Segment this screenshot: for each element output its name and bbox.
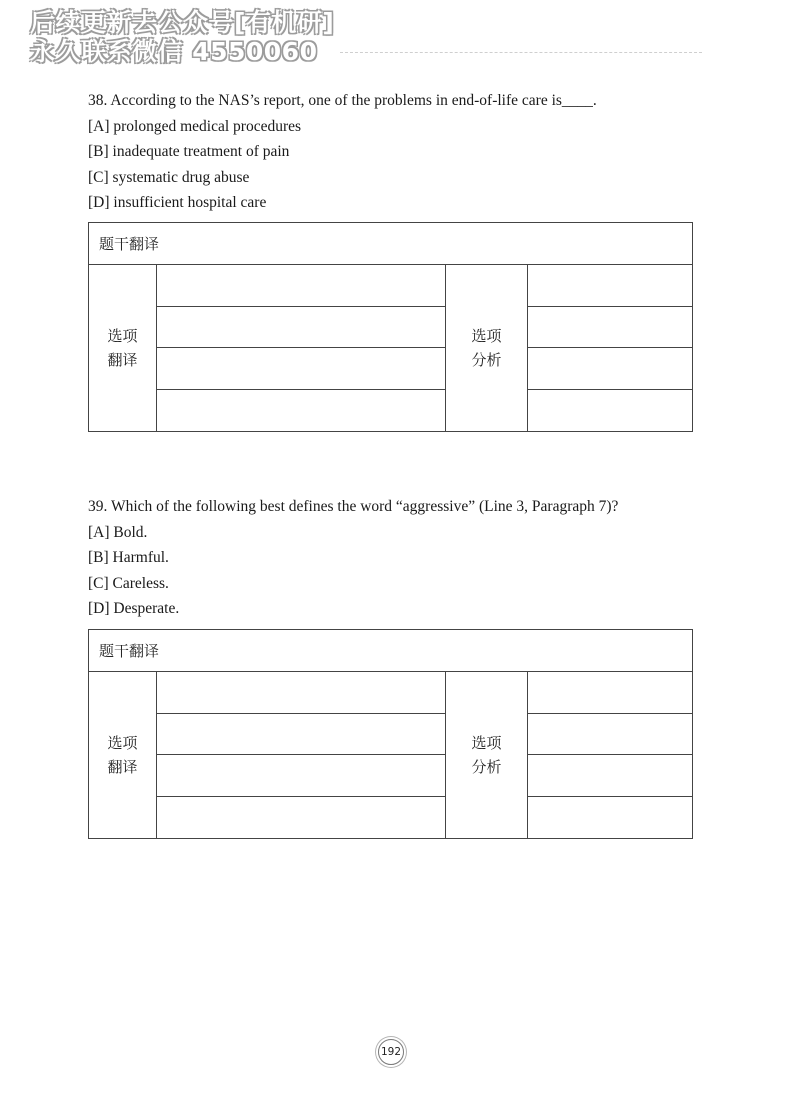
translation-cell[interactable] (157, 390, 445, 432)
option-translation-label (89, 672, 157, 838)
option-translation-label-line1: 选项 (107, 734, 138, 752)
watermark-line-2: 永久联系微信 4550060 (30, 37, 318, 66)
analysis-cell[interactable] (528, 797, 692, 839)
option-b: [B] Harmful. (88, 549, 169, 566)
analysis-cell[interactable] (528, 307, 692, 349)
stem-translation-label: 题干翻译 (99, 642, 160, 660)
option-c: [C] Careless. (88, 574, 169, 592)
option-analysis-label-line2: 分析 (471, 351, 502, 369)
translation-cell[interactable] (157, 672, 445, 714)
option-translation-label-line2: 翻译 (107, 758, 138, 776)
question-38 (88, 88, 708, 216)
translation-cell[interactable] (157, 348, 445, 390)
option-d: [D] Desperate. (88, 600, 180, 617)
analysis-cell[interactable] (528, 265, 692, 307)
option-translation-cells (157, 265, 445, 431)
option-analysis-label (445, 672, 528, 838)
option-analysis-cells (528, 672, 692, 838)
translation-cell[interactable] (157, 755, 445, 797)
answer-grid-38 (88, 222, 693, 432)
stem-translation-row[interactable] (89, 223, 692, 265)
watermark-line-1: 后续更新去公众号[有机研] (30, 8, 335, 37)
stem-translation-label: 题干翻译 (99, 235, 160, 253)
translation-cell[interactable] (157, 265, 445, 307)
analysis-cell[interactable] (528, 672, 692, 714)
option-analysis-cells (528, 265, 692, 431)
option-c: [C] systematic drug abuse (88, 168, 250, 186)
analysis-cell[interactable] (528, 714, 692, 756)
option-translation-label (89, 265, 157, 431)
option-translation-label-line2: 翻译 (107, 351, 138, 369)
option-analysis-label (445, 265, 528, 431)
stem-translation-row[interactable] (89, 630, 692, 672)
option-d: [D] insufficient hospital care (88, 194, 267, 211)
question-stem: 38. According to the NAS’s report, one of the problems in end-of-life care is____. (88, 92, 597, 109)
analysis-cell[interactable] (528, 390, 692, 432)
watermark (30, 8, 334, 66)
option-analysis-label-line1: 选项 (471, 734, 502, 752)
answer-grid-39 (88, 629, 693, 839)
translation-cell[interactable] (157, 797, 445, 839)
translation-cell[interactable] (157, 714, 445, 756)
option-translation-cells (157, 672, 445, 838)
header-rule (340, 52, 702, 53)
option-analysis-label-line1: 选项 (471, 327, 502, 345)
option-b: [B] inadequate treatment of pain (88, 143, 290, 160)
option-a: [A] Bold. (88, 523, 148, 541)
option-a: [A] prolonged medical procedures (88, 117, 302, 135)
translation-cell[interactable] (157, 307, 445, 349)
page-number: 192 (378, 1039, 404, 1065)
option-analysis-label-line2: 分析 (471, 758, 502, 776)
question-39 (88, 494, 708, 622)
analysis-cell[interactable] (528, 755, 692, 797)
analysis-cell[interactable] (528, 348, 692, 390)
option-translation-label-line1: 选项 (107, 327, 138, 345)
question-stem: 39. Which of the following best defines the word “aggressive” (Line 3, Paragraph 7)? (88, 498, 619, 515)
